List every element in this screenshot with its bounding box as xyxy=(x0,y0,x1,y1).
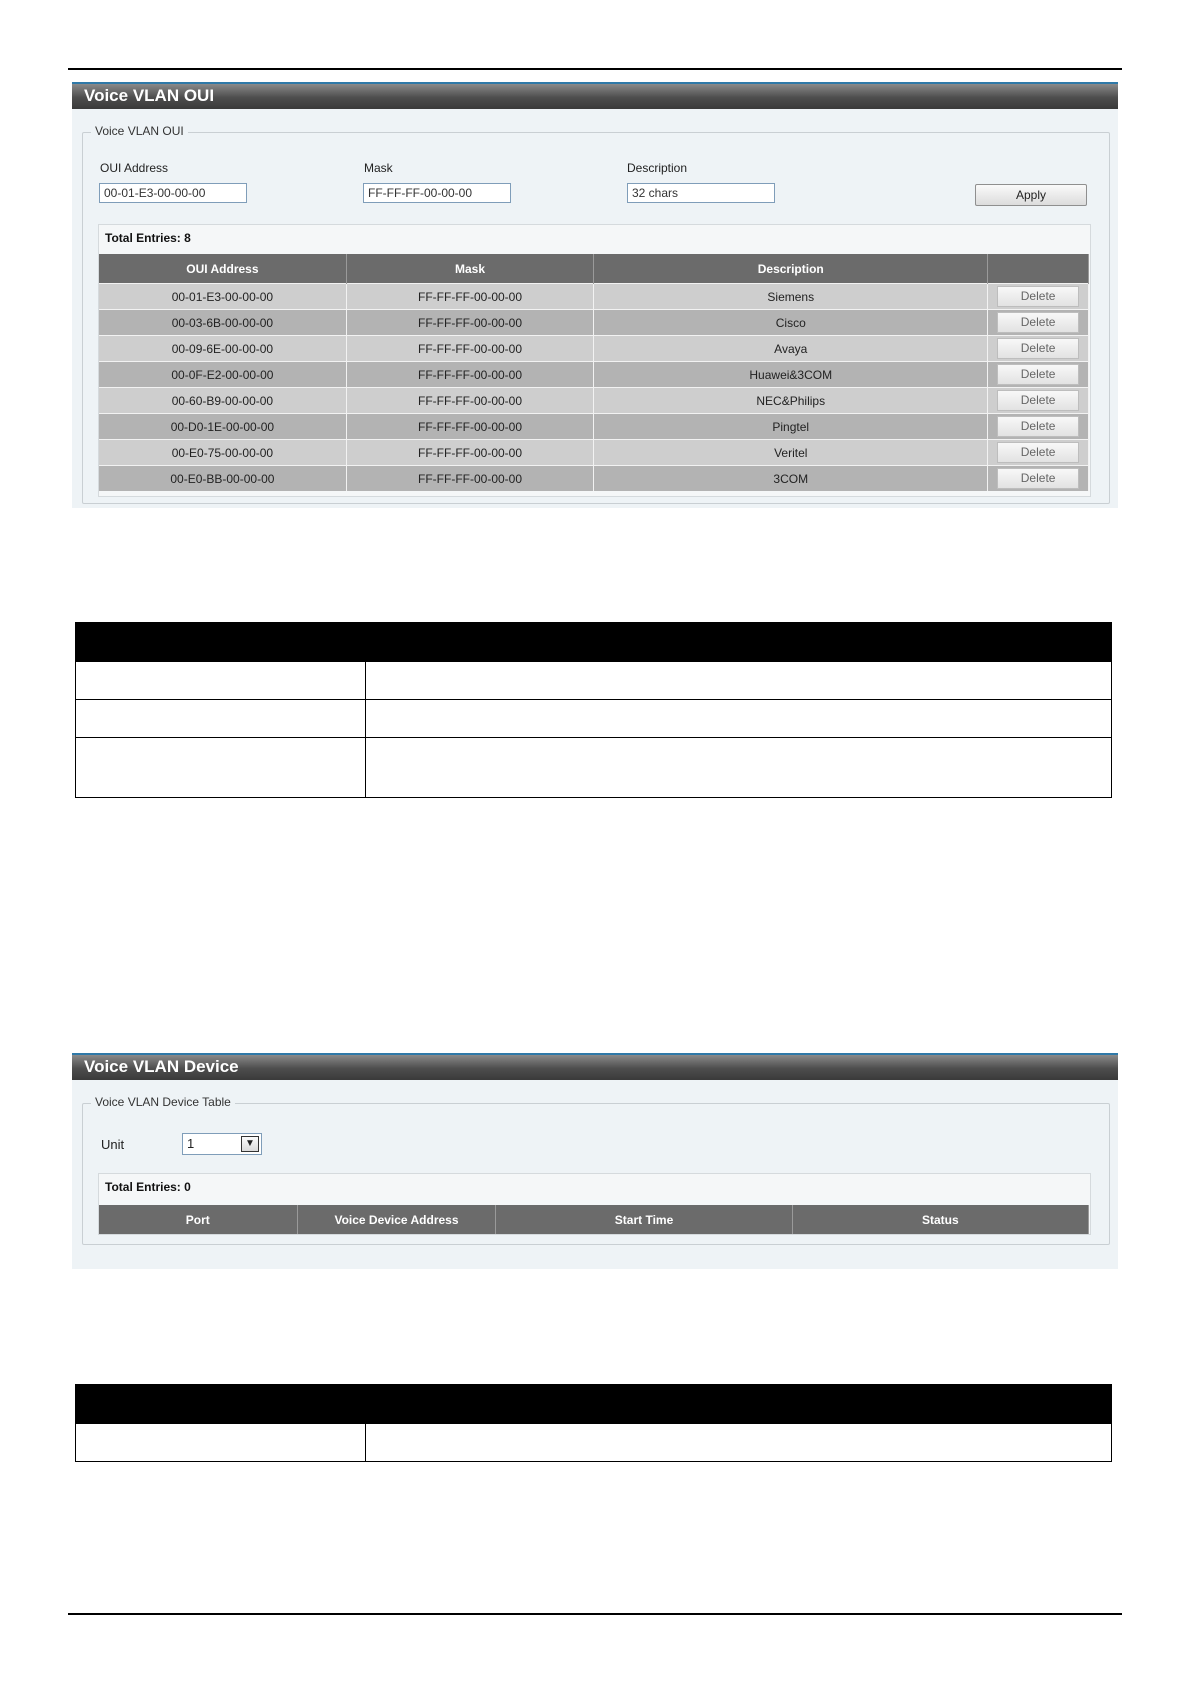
top-rule xyxy=(68,68,1122,70)
delete-button[interactable]: Delete xyxy=(997,390,1079,411)
row-desc: Avaya xyxy=(594,336,988,362)
row-desc: Veritel xyxy=(594,440,988,466)
parameter-table-row xyxy=(76,738,1112,798)
oui-total-entries: Total Entries: 8 xyxy=(105,231,191,245)
parameter-table-row xyxy=(76,700,1112,738)
delete-button[interactable]: Delete xyxy=(997,468,1079,489)
unit-label: Unit xyxy=(101,1137,125,1152)
row-oui: 00-60-B9-00-00-00 xyxy=(99,388,346,414)
oui-panel-title: Voice VLAN OUI xyxy=(84,86,215,105)
device-panel-title: Voice VLAN Device xyxy=(84,1057,239,1076)
row-oui: 00-01-E3-00-00-00 xyxy=(99,284,346,310)
table-row xyxy=(99,440,1089,466)
delete-button[interactable]: Delete xyxy=(997,442,1079,463)
row-mask: FF-FF-FF-00-00-00 xyxy=(346,362,593,388)
row-desc: NEC&Philips xyxy=(594,388,988,414)
row-desc: Cisco xyxy=(594,310,988,336)
table-row xyxy=(99,362,1089,388)
oui-fieldset-legend: Voice VLAN OUI xyxy=(91,124,188,138)
delete-button[interactable]: Delete xyxy=(997,416,1079,437)
row-desc: Pingtel xyxy=(594,414,988,440)
row-desc: Siemens xyxy=(594,284,988,310)
parameter-table-header xyxy=(76,1385,1112,1424)
oui-table-header xyxy=(99,254,1089,284)
row-oui: 00-03-6B-00-00-00 xyxy=(99,310,346,336)
row-mask: FF-FF-FF-00-00-00 xyxy=(346,388,593,414)
apply-button[interactable]: Apply xyxy=(975,184,1087,206)
col-oui-address: OUI Address xyxy=(99,254,346,284)
row-mask: FF-FF-FF-00-00-00 xyxy=(346,466,593,492)
row-mask: FF-FF-FF-00-00-00 xyxy=(346,414,593,440)
unit-select[interactable] xyxy=(182,1133,262,1155)
row-mask: FF-FF-FF-00-00-00 xyxy=(346,440,593,466)
device-parameter-table xyxy=(75,1384,1112,1462)
mask-input[interactable]: FF-FF-FF-00-00-00 xyxy=(363,183,511,203)
oui-address-label: OUI Address xyxy=(100,161,169,175)
row-oui: 00-E0-BB-00-00-00 xyxy=(99,466,346,492)
table-row xyxy=(99,310,1089,336)
row-desc: 3COM xyxy=(594,466,988,492)
mask-label: Mask xyxy=(364,161,393,175)
col-voice-device-address: Voice Device Address xyxy=(297,1205,496,1234)
row-desc: Huawei&3COM xyxy=(594,362,988,388)
table-row xyxy=(99,466,1089,492)
voice-vlan-device-panel xyxy=(72,1053,1118,1269)
device-panel-titlebar xyxy=(72,1053,1118,1080)
row-mask: FF-FF-FF-00-00-00 xyxy=(346,310,593,336)
row-mask: FF-FF-FF-00-00-00 xyxy=(346,284,593,310)
row-oui: 00-0F-E2-00-00-00 xyxy=(99,362,346,388)
col-description: Description xyxy=(594,254,988,284)
table-row xyxy=(99,388,1089,414)
oui-table xyxy=(99,254,1089,491)
table-row xyxy=(99,414,1089,440)
parameter-table-header xyxy=(76,623,1112,662)
table-row xyxy=(99,284,1089,310)
col-port: Port xyxy=(99,1205,297,1234)
row-oui: 00-E0-75-00-00-00 xyxy=(99,440,346,466)
delete-button[interactable]: Delete xyxy=(997,338,1079,359)
device-fieldset-legend: Voice VLAN Device Table xyxy=(91,1095,235,1109)
row-mask: FF-FF-FF-00-00-00 xyxy=(346,336,593,362)
voice-vlan-oui-panel xyxy=(72,82,1118,508)
col-start-time: Start Time xyxy=(496,1205,792,1234)
table-row xyxy=(99,336,1089,362)
delete-button[interactable]: Delete xyxy=(997,364,1079,385)
chevron-down-icon[interactable]: ▼ xyxy=(241,1136,259,1152)
device-total-entries: Total Entries: 0 xyxy=(105,1180,191,1194)
device-table-header xyxy=(99,1205,1089,1234)
delete-button[interactable]: Delete xyxy=(997,312,1079,333)
parameter-table-row xyxy=(76,662,1112,700)
bottom-rule xyxy=(68,1613,1122,1615)
description-label: Description xyxy=(627,161,688,175)
oui-panel-titlebar xyxy=(72,82,1118,109)
row-oui: 00-09-6E-00-00-00 xyxy=(99,336,346,362)
parameter-table-row xyxy=(76,1424,1112,1462)
col-mask: Mask xyxy=(346,254,593,284)
oui-address-input[interactable]: 00-01-E3-00-00-00 xyxy=(99,183,247,203)
oui-parameter-table xyxy=(75,622,1112,798)
unit-select-value: 1 xyxy=(187,1136,195,1151)
col-status: Status xyxy=(792,1205,1088,1234)
col-action xyxy=(988,254,1089,284)
description-input[interactable]: 32 chars xyxy=(627,183,775,203)
delete-button[interactable]: Delete xyxy=(997,286,1079,307)
device-table xyxy=(99,1205,1089,1234)
row-oui: 00-D0-1E-00-00-00 xyxy=(99,414,346,440)
